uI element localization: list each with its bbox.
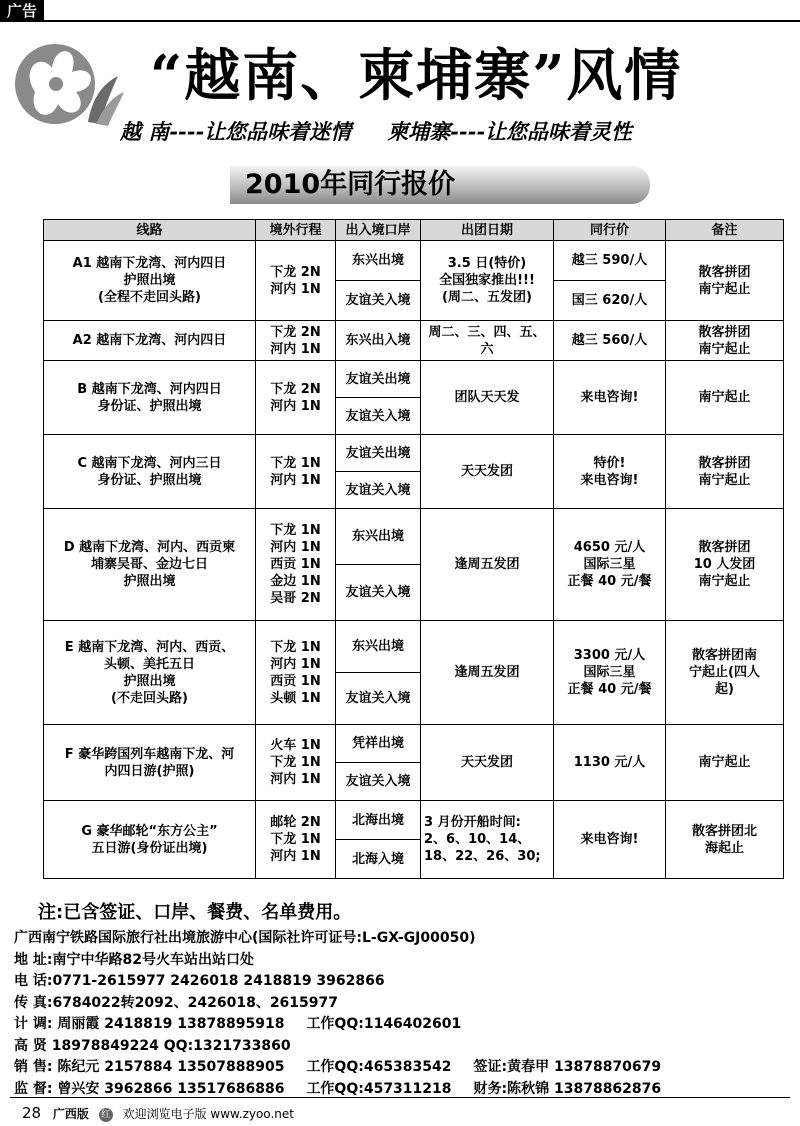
port-cell: 东兴出境 — [336, 509, 421, 565]
header-price: 同行价 — [554, 220, 666, 241]
itinerary-cell: 邮轮 2N 下龙 1N 河内 1N — [256, 801, 336, 879]
port-cell: 友谊关入境 — [336, 673, 421, 725]
slogan-cambodia: 柬埔寨----让您品味着灵性 — [387, 119, 633, 144]
flower-logo-icon — [10, 34, 125, 129]
note-cell: 南宁起止 — [666, 361, 784, 435]
route-cell: A1 越南下龙湾、河内四日 护照出境 (全程不走回头路) — [44, 241, 256, 321]
phone-line: 电 话:0771-2615977 2426018 2418819 3962866 — [14, 973, 385, 989]
route-cell: G 豪华邮轮“东方公主” 五日游(身份证出境) — [44, 801, 256, 879]
route-cell: E 越南下龙湾、河内、西贡、 头顿、美托五日 护照出境 (不走回头路) — [44, 621, 256, 725]
table-row — [44, 435, 784, 472]
visa-contact: 签证:黄春甲 13878870679 — [473, 1059, 662, 1075]
note-cell: 南宁起止 — [666, 725, 784, 801]
quote-title: 2010年同行报价 — [245, 169, 456, 200]
port-cell: 东兴出境 — [336, 241, 421, 281]
note-cell: 散客拼团 南宁起止 — [666, 241, 784, 321]
itinerary-cell: 下龙 2N 河内 1N — [256, 321, 336, 361]
itinerary-cell: 下龙 1N 河内 1N 西贡 1N 头顿 1N — [256, 621, 336, 725]
date-cell: 周二、三、四、五、 六 — [421, 321, 554, 361]
port-cell: 友谊关入境 — [336, 472, 421, 509]
edition-label: 广西版 — [52, 1107, 89, 1121]
table-header-row — [44, 220, 784, 241]
price-cell: 来电咨询! — [554, 801, 666, 879]
port-cell: 友谊关出境 — [336, 361, 421, 398]
contact-block — [14, 928, 794, 1100]
red-badge-icon: 红 — [99, 1108, 113, 1122]
port-cell: 友谊关入境 — [336, 398, 421, 435]
port-cell: 北海入境 — [336, 840, 421, 879]
price-cell: 国三 620/人 — [554, 281, 666, 321]
port-cell: 北海出境 — [336, 801, 421, 840]
sales-line — [14, 1057, 794, 1079]
header-date: 出团日期 — [421, 220, 554, 241]
header-note: 备注 — [666, 220, 784, 241]
date-cell: 天天发团 — [421, 435, 554, 509]
date-cell: 逢周五发团 — [421, 621, 554, 725]
agency-name: 广西南宁铁路国际旅行社出境旅游中心(国际社许可证号:L-GX-GJ00050) — [14, 930, 476, 946]
date-cell: 逢周五发团 — [421, 509, 554, 621]
route-cell: A2 越南下龙湾、河内四日 — [44, 321, 256, 361]
port-cell: 友谊关入境 — [336, 565, 421, 621]
itinerary-cell: 下龙 2N 河内 1N — [256, 361, 336, 435]
note-cell: 散客拼团 南宁起止 — [666, 321, 784, 361]
note-cell: 散客拼团 南宁起止 — [666, 435, 784, 509]
price-cell: 来电咨询! — [554, 361, 666, 435]
itinerary-cell: 下龙 1N 河内 1N 西贡 1N 金边 1N 吴哥 2N — [256, 509, 336, 621]
price-cell: 3300 元/人 国际三星 正餐 40 元/餐 — [554, 621, 666, 725]
slogan-vietnam: 越 南----让您品味着迷情 — [120, 119, 352, 144]
table-row — [44, 621, 784, 673]
table-row — [44, 801, 784, 840]
sales-contact: 销 售: 陈纪元 2157884 13507888905 — [14, 1059, 285, 1075]
table-row — [44, 509, 784, 565]
footer — [22, 1103, 294, 1123]
inclusion-note: 注:已含签证、口岸、餐费、名单费用。 — [38, 902, 352, 923]
header-route: 线路 — [44, 220, 256, 241]
top-rule — [44, 20, 800, 22]
table-row — [44, 321, 784, 361]
itinerary-cell: 火车 1N 下龙 1N 河内 1N — [256, 725, 336, 801]
note-cell: 散客拼团南 宁起止(四人 起) — [666, 621, 784, 725]
price-cell: 4650 元/人 国际三星 正餐 40 元/餐 — [554, 509, 666, 621]
route-cell: D 越南下龙湾、河内、西贡柬 埔寨吴哥、金边七日 护照出境 — [44, 509, 256, 621]
dispatch-qq: 工作QQ:1146402601 — [306, 1016, 462, 1032]
sales-qq: 工作QQ:465383542 — [306, 1059, 452, 1075]
port-cell: 凭祥出境 — [336, 725, 421, 763]
note-cell: 散客拼团 10 人发团 南宁起止 — [666, 509, 784, 621]
header-itinerary: 境外行程 — [256, 220, 336, 241]
fax-line: 传 真:6784022转2092、2426018、2615977 — [14, 994, 339, 1011]
dispatch-contact: 计 调: 周丽霞 2418819 13878895918 — [14, 1016, 285, 1032]
price-cell: 特价! 来电咨询! — [554, 435, 666, 509]
table-row — [44, 725, 784, 763]
footer-rule — [10, 1097, 790, 1098]
ad-tag: 广告 — [0, 0, 44, 22]
table-row — [44, 241, 784, 281]
itinerary-cell: 下龙 1N 河内 1N — [256, 435, 336, 509]
site-link[interactable]: 欢迎浏览电子版 www.zyoo.net — [122, 1107, 294, 1121]
slogans — [120, 117, 790, 147]
route-cell: B 越南下龙湾、河内四日 身份证、护照出境 — [44, 361, 256, 435]
dispatch-line — [14, 1014, 794, 1036]
price-cell: 1130 元/人 — [554, 725, 666, 801]
route-cell: C 越南下龙湾、河内三日 身份证、护照出境 — [44, 435, 256, 509]
itinerary-cell: 下龙 2N 河内 1N — [256, 241, 336, 321]
supervisor-qq: 工作QQ:457311218 — [306, 1080, 452, 1097]
port-cell: 友谊关入境 — [336, 281, 421, 321]
price-cell: 越三 560/人 — [554, 321, 666, 361]
finance-contact: 财务:陈秋锦 13878862876 — [473, 1080, 662, 1097]
port-cell: 友谊关入境 — [336, 763, 421, 801]
table-row — [44, 361, 784, 398]
route-cell: F 豪华跨国列车越南下龙、河 内四日游(护照) — [44, 725, 256, 801]
note-cell: 散客拼团北 海起止 — [666, 801, 784, 879]
page-number: 28 — [22, 1104, 42, 1122]
price-table — [43, 219, 784, 879]
date-cell: 3 月份开船时间: 2、6、10、14、 18、22、26、30; — [421, 801, 554, 879]
main-title: “越南、柬埔寨”风情 — [150, 43, 683, 109]
supervisor-contact: 监 督: 曾兴安 3962866 13517686886 — [14, 1080, 285, 1097]
date-cell: 团队天天发 — [421, 361, 554, 435]
date-cell: 天天发团 — [421, 725, 554, 801]
date-cell: 3.5 日(特价) 全国独家推出!!! (周二、五发团) — [421, 241, 554, 321]
address-line: 地 址:南宁中华路82号火车站出站口处 — [14, 951, 254, 968]
port-cell: 东兴出境 — [336, 621, 421, 673]
price-cell: 越三 590/人 — [554, 241, 666, 281]
port-cell: 东兴出入境 — [336, 321, 421, 361]
header-port: 出入境口岸 — [336, 220, 421, 241]
port-cell: 友谊关出境 — [336, 435, 421, 472]
dispatch-line-2: 高 贤 18978849224 QQ:1321733860 — [14, 1037, 291, 1054]
